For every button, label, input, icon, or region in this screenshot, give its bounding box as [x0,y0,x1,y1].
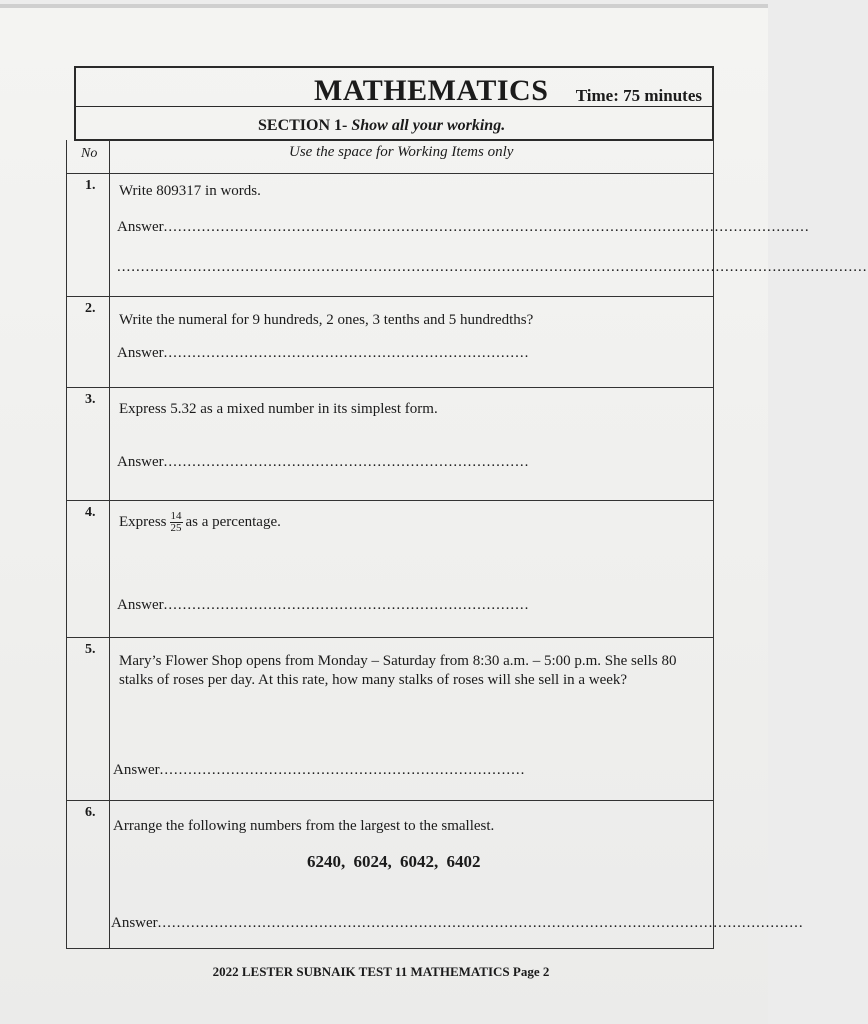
question-text: Mary’s Flower Shop opens from Monday – Saturday from 8:30 a.m. – 5:00 p.m. She sells 80 stalks of roses per day. At this rate, how many stalks of roses will she sell in a week? [119,653,677,688]
answer-line[interactable]: Answer............................................................................. [117,597,530,613]
question-row-4 [67,500,713,637]
question-text: Write the numeral for 9 hundreds, 2 ones, 3 tenths and 5 hundredths? [119,312,534,328]
fraction-denominator: 25 [170,522,182,534]
page-footer [0,964,768,980]
exam-sheet [64,64,868,950]
question-row-2 [67,296,713,387]
time-limit: Time: 75 minutes [575,86,702,105]
question-number: 3. [85,392,96,407]
answer-label: Answer [111,915,158,931]
fraction [170,511,183,534]
section-label: SECTION 1- [258,117,352,134]
title-box [74,66,714,107]
question-number: 4. [85,505,96,520]
answer-label: Answer [117,345,164,361]
fraction-numerator: 14 [170,510,182,522]
questions-table [66,140,868,949]
answer-line[interactable]: Answer............................................................................. [117,454,530,470]
section-instruction: Show all your working. [351,117,506,134]
question-number: 6. [85,805,96,820]
question-text-end: as a percentage. [185,513,281,530]
answer-line[interactable]: Answer........................................................................................................................................ [117,219,810,235]
section-heading [258,117,505,135]
answer-label: Answer [117,454,164,470]
question-text-start: Express [119,513,167,530]
question-text [119,511,281,534]
question-text: Arrange the following numbers from the largest to the smallest. [113,818,495,834]
question-row-3 [67,387,713,500]
question-text: Write 809317 in words. [119,183,261,199]
scan-edge [0,4,768,8]
answer-line-continuation[interactable]: .............................................................................................................................................................. [117,259,868,275]
answer-line[interactable]: Answer............................................................................. [113,762,526,778]
question-text: Express 5.32 as a mixed number in its simplest form. [119,401,438,417]
answer-label: Answer [117,219,164,235]
column-header-working: Use the space for Working Items only [289,144,514,160]
question-number: 2. [85,301,96,316]
answer-label: Answer [117,597,164,613]
answer-line[interactable]: Answer............................................................................. [117,345,530,361]
footer-text: 2022 LESTER SUBNAIK TEST 11 MATHEMATICS Page 2 [212,964,550,979]
question-row-1 [67,173,868,296]
question-row-6 [67,800,804,949]
answer-line[interactable]: Answer........................................................................................................................................ [111,915,804,931]
section-box [74,106,714,141]
question-row-5 [67,637,713,800]
answer-label: Answer [113,762,160,778]
column-header-no: No [81,146,98,161]
question-number: 1. [85,178,96,193]
question-number: 5. [85,642,96,657]
number-list: 6240, 6024, 6042, 6402 [307,852,481,871]
page-title: MATHEMATICS [314,74,549,107]
exam-page [0,4,868,1024]
